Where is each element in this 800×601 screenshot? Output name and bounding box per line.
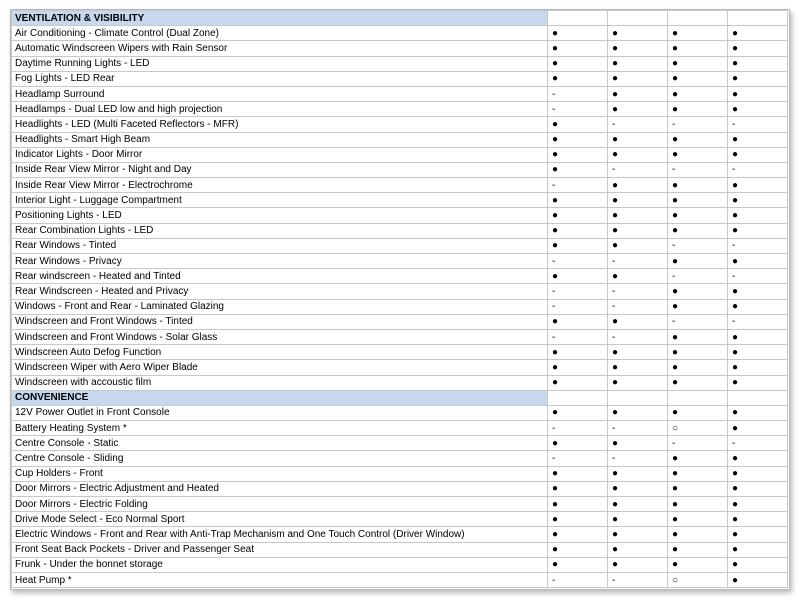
availability-cell: ●: [668, 254, 728, 269]
feature-label: Automatic Windscreen Wipers with Rain Sensor: [12, 41, 548, 56]
feature-label: Cup Holders - Front: [12, 466, 548, 481]
availability-cell: ●: [548, 269, 608, 284]
availability-cell: ●: [548, 193, 608, 208]
table-row: [12, 299, 788, 314]
availability-cell: ●: [608, 314, 668, 329]
availability-cell: ●: [668, 527, 728, 542]
availability-cell: ●: [668, 223, 728, 238]
table-row: [12, 254, 788, 269]
table-row: [12, 208, 788, 223]
availability-cell: ●: [608, 512, 668, 527]
availability-cell: ●: [728, 193, 788, 208]
availability-cell: ●: [668, 41, 728, 56]
availability-cell: [548, 11, 608, 26]
feature-label: Battery Heating System *: [12, 421, 548, 436]
availability-cell: -: [728, 238, 788, 253]
table-row: [12, 26, 788, 41]
availability-cell: ●: [668, 132, 728, 147]
availability-cell: -: [668, 238, 728, 253]
availability-cell: -: [608, 572, 668, 587]
availability-cell: ●: [608, 102, 668, 117]
availability-cell: ●: [668, 466, 728, 481]
availability-cell: ●: [548, 208, 608, 223]
availability-cell: ●: [668, 512, 728, 527]
feature-label: Air Conditioning - Climate Control (Dual Zone): [12, 26, 548, 41]
table-row: [12, 314, 788, 329]
availability-cell: -: [608, 299, 668, 314]
availability-cell: ●: [728, 71, 788, 86]
availability-cell: ●: [728, 299, 788, 314]
availability-cell: ●: [728, 497, 788, 512]
table-row: [12, 132, 788, 147]
availability-cell: -: [548, 178, 608, 193]
availability-cell: -: [728, 436, 788, 451]
availability-cell: [548, 390, 608, 405]
availability-cell: ●: [728, 542, 788, 557]
availability-cell: ●: [728, 405, 788, 420]
feature-label: Headlamps - Dual LED low and high projection: [12, 102, 548, 117]
feature-label: Interior Light - Luggage Compartment: [12, 193, 548, 208]
availability-cell: -: [608, 451, 668, 466]
availability-cell: ●: [608, 360, 668, 375]
table-row: [12, 178, 788, 193]
availability-cell: -: [548, 284, 608, 299]
availability-cell: ●: [668, 345, 728, 360]
availability-cell: ●: [728, 132, 788, 147]
table-row: [12, 329, 788, 344]
table-row: [12, 193, 788, 208]
availability-cell: ●: [728, 360, 788, 375]
availability-cell: ●: [728, 86, 788, 101]
availability-cell: ●: [608, 542, 668, 557]
feature-label: Rear Windows - Tinted: [12, 238, 548, 253]
availability-cell: -: [548, 421, 608, 436]
availability-cell: ●: [728, 284, 788, 299]
feature-label: Rear Combination Lights - LED: [12, 223, 548, 238]
availability-cell: ●: [668, 56, 728, 71]
availability-cell: -: [608, 254, 668, 269]
availability-cell: [668, 390, 728, 405]
table-row: [12, 223, 788, 238]
availability-cell: ●: [728, 329, 788, 344]
availability-cell: -: [728, 269, 788, 284]
availability-cell: -: [548, 451, 608, 466]
availability-cell: ●: [728, 345, 788, 360]
feature-label: Centre Console - Sliding: [12, 451, 548, 466]
availability-cell: ●: [728, 26, 788, 41]
availability-cell: ●: [668, 284, 728, 299]
feature-spec-table: [11, 10, 788, 588]
availability-cell: ●: [728, 102, 788, 117]
availability-cell: ●: [608, 466, 668, 481]
availability-cell: -: [548, 299, 608, 314]
availability-cell: ●: [728, 557, 788, 572]
availability-cell: ●: [668, 497, 728, 512]
availability-cell: ●: [668, 178, 728, 193]
feature-label: Windscreen and Front Windows - Solar Glass: [12, 329, 548, 344]
availability-cell: -: [668, 436, 728, 451]
feature-label: Front Seat Back Pockets - Driver and Passenger Seat: [12, 542, 548, 557]
availability-cell: -: [548, 572, 608, 587]
availability-cell: -: [728, 117, 788, 132]
availability-cell: ●: [548, 41, 608, 56]
availability-cell: ●: [548, 497, 608, 512]
feature-label: Windscreen Wiper with Aero Wiper Blade: [12, 360, 548, 375]
table-row: [12, 542, 788, 557]
availability-cell: ●: [548, 542, 608, 557]
availability-cell: ●: [608, 193, 668, 208]
availability-cell: ●: [548, 117, 608, 132]
availability-cell: ●: [548, 360, 608, 375]
availability-cell: ●: [728, 41, 788, 56]
table-row: [12, 360, 788, 375]
table-row: [12, 451, 788, 466]
availability-cell: -: [728, 314, 788, 329]
availability-cell: -: [668, 117, 728, 132]
availability-cell: -: [668, 162, 728, 177]
feature-label: Frunk - Under the bonnet storage: [12, 557, 548, 572]
feature-label: Centre Console - Static: [12, 436, 548, 451]
availability-cell: -: [608, 421, 668, 436]
availability-cell: ●: [548, 238, 608, 253]
availability-cell: ●: [668, 329, 728, 344]
feature-label: Positioning Lights - LED: [12, 208, 548, 223]
availability-cell: ●: [548, 527, 608, 542]
availability-cell: -: [668, 314, 728, 329]
availability-cell: ●: [608, 497, 668, 512]
feature-label: Door Mirrors - Electric Folding: [12, 497, 548, 512]
table-body: [12, 11, 788, 588]
feature-label: Electric Windows - Front and Rear with Anti-Trap Mechanism and One Touch Control (Driver Window): [12, 527, 548, 542]
table-row: [12, 147, 788, 162]
table-row: [12, 481, 788, 496]
feature-label: Windscreen Auto Defog Function: [12, 345, 548, 360]
availability-cell: ●: [608, 345, 668, 360]
feature-label: Fog Lights - LED Rear: [12, 71, 548, 86]
feature-label: Rear windscreen - Heated and Tinted: [12, 269, 548, 284]
availability-cell: ●: [608, 557, 668, 572]
feature-label: Drive Mode Select - Eco Normal Sport: [12, 512, 548, 527]
availability-cell: ●: [728, 527, 788, 542]
availability-cell: -: [548, 254, 608, 269]
availability-cell: -: [548, 86, 608, 101]
availability-cell: ●: [728, 572, 788, 587]
availability-cell: ●: [668, 405, 728, 420]
feature-label: Heat Pump *: [12, 572, 548, 587]
availability-cell: ●: [728, 481, 788, 496]
availability-cell: ●: [728, 512, 788, 527]
availability-cell: ●: [548, 345, 608, 360]
availability-cell: -: [608, 329, 668, 344]
section-header-row: [12, 11, 788, 26]
availability-cell: ●: [608, 71, 668, 86]
availability-cell: ●: [608, 436, 668, 451]
feature-label: Daytime Running Lights - LED: [12, 56, 548, 71]
availability-cell: ●: [548, 223, 608, 238]
availability-cell: ●: [668, 375, 728, 390]
availability-cell: ●: [608, 527, 668, 542]
table-row: [12, 512, 788, 527]
availability-cell: ●: [548, 466, 608, 481]
feature-label: Headlights - LED (Multi Faceted Reflectors - MFR): [12, 117, 548, 132]
table-row: [12, 238, 788, 253]
availability-cell: ●: [668, 360, 728, 375]
availability-cell: ●: [548, 71, 608, 86]
availability-cell: -: [608, 162, 668, 177]
availability-cell: [668, 11, 728, 26]
table-row: [12, 162, 788, 177]
availability-cell: ●: [608, 56, 668, 71]
table-row: [12, 436, 788, 451]
availability-cell: ●: [668, 451, 728, 466]
availability-cell: ●: [608, 223, 668, 238]
table-row: [12, 466, 788, 481]
availability-cell: ●: [728, 451, 788, 466]
availability-cell: ●: [608, 375, 668, 390]
section-header-row: [12, 390, 788, 405]
availability-cell: ●: [608, 86, 668, 101]
table-row: [12, 284, 788, 299]
availability-cell: ●: [668, 557, 728, 572]
availability-cell: ●: [668, 208, 728, 223]
availability-cell: [728, 11, 788, 26]
availability-cell: ●: [548, 132, 608, 147]
table-row: [12, 345, 788, 360]
section-title: CONVENIENCE: [12, 390, 548, 405]
feature-label: Headlights - Smart High Beam: [12, 132, 548, 147]
availability-cell: ●: [548, 56, 608, 71]
availability-cell: ●: [668, 86, 728, 101]
availability-cell: ●: [608, 238, 668, 253]
availability-cell: ●: [668, 102, 728, 117]
availability-cell: ●: [608, 178, 668, 193]
availability-cell: [608, 390, 668, 405]
availability-cell: ●: [728, 466, 788, 481]
feature-label: Inside Rear View Mirror - Night and Day: [12, 162, 548, 177]
table-row: [12, 405, 788, 420]
availability-cell: ●: [728, 56, 788, 71]
availability-cell: ●: [608, 132, 668, 147]
table-row: [12, 572, 788, 587]
table-row: [12, 86, 788, 101]
availability-cell: [728, 390, 788, 405]
table-row: [12, 421, 788, 436]
availability-cell: ●: [668, 193, 728, 208]
availability-cell: -: [548, 329, 608, 344]
table-row: [12, 117, 788, 132]
availability-cell: ●: [608, 41, 668, 56]
table-row: [12, 269, 788, 284]
availability-cell: ●: [668, 71, 728, 86]
availability-cell: ●: [728, 254, 788, 269]
availability-cell: ●: [608, 405, 668, 420]
feature-label: Inside Rear View Mirror - Electrochrome: [12, 178, 548, 193]
availability-cell: ●: [728, 178, 788, 193]
availability-cell: ●: [548, 512, 608, 527]
table-row: [12, 102, 788, 117]
availability-cell: ●: [548, 26, 608, 41]
availability-cell: ●: [548, 375, 608, 390]
table-row: [12, 56, 788, 71]
feature-label: 12V Power Outlet in Front Console: [12, 405, 548, 420]
availability-cell: ●: [608, 481, 668, 496]
table-row: [12, 497, 788, 512]
feature-label: Indicator Lights - Door Mirror: [12, 147, 548, 162]
section-title: VENTILATION & VISIBILITY: [12, 11, 548, 26]
availability-cell: ●: [668, 147, 728, 162]
feature-label: Windows - Front and Rear - Laminated Glazing: [12, 299, 548, 314]
availability-cell: ●: [608, 147, 668, 162]
availability-cell: ●: [548, 314, 608, 329]
feature-label: Windscreen and Front Windows - Tinted: [12, 314, 548, 329]
availability-cell: -: [728, 162, 788, 177]
table-row: [12, 527, 788, 542]
table-row: [12, 71, 788, 86]
availability-cell: -: [668, 269, 728, 284]
availability-cell: [608, 11, 668, 26]
spec-table-frame: [10, 9, 790, 590]
availability-cell: ●: [608, 269, 668, 284]
feature-label: Headlamp Surround: [12, 86, 548, 101]
availability-cell: ●: [668, 26, 728, 41]
feature-label: Rear Windscreen - Heated and Privacy: [12, 284, 548, 299]
availability-cell: ●: [728, 223, 788, 238]
availability-cell: ●: [728, 421, 788, 436]
availability-cell: ●: [668, 542, 728, 557]
availability-cell: -: [608, 284, 668, 299]
table-row: [12, 375, 788, 390]
availability-cell: ○: [668, 421, 728, 436]
availability-cell: ●: [728, 208, 788, 223]
table-row: [12, 41, 788, 56]
availability-cell: ●: [728, 375, 788, 390]
availability-cell: ●: [548, 436, 608, 451]
availability-cell: ●: [548, 147, 608, 162]
availability-cell: ●: [548, 162, 608, 177]
availability-cell: ●: [668, 299, 728, 314]
availability-cell: -: [608, 117, 668, 132]
availability-cell: ○: [668, 572, 728, 587]
availability-cell: ●: [608, 208, 668, 223]
availability-cell: ●: [608, 26, 668, 41]
availability-cell: ●: [548, 405, 608, 420]
feature-label: Rear Windows - Privacy: [12, 254, 548, 269]
availability-cell: ●: [548, 481, 608, 496]
table-row: [12, 557, 788, 572]
feature-label: Door Mirrors - Electric Adjustment and Heated: [12, 481, 548, 496]
availability-cell: ●: [548, 557, 608, 572]
feature-label: Windscreen with accoustic film: [12, 375, 548, 390]
availability-cell: ●: [668, 481, 728, 496]
availability-cell: -: [548, 102, 608, 117]
availability-cell: ●: [728, 147, 788, 162]
